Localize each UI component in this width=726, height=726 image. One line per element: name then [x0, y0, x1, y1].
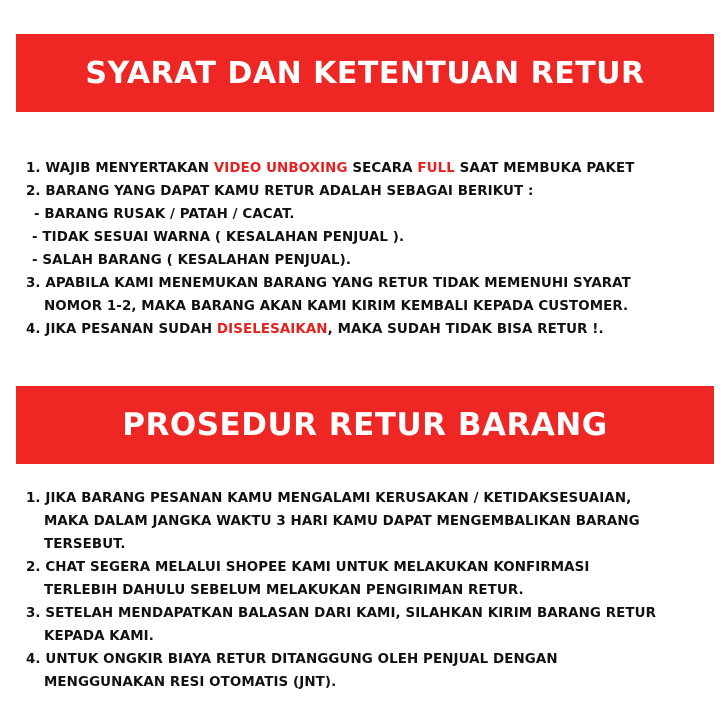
- procedure-item-2-line-2: TERLEBIH DAHULU SEBELUM MELAKUKAN PENGIRIMAN RETUR.: [44, 583, 524, 598]
- terms-subitem-1: - BARANG RUSAK / PATAH / CACAT.: [34, 207, 295, 222]
- diselesaikan-highlight: DISELESAIKAN: [216, 322, 328, 337]
- procedure-item-1-line-1: 1. JIKA BARANG PESANAN KAMU MENGALAMI KERUSAKAN / KETIDAKSESUAIAN,: [26, 491, 632, 506]
- section2-title: PROSEDUR RETUR BARANG: [122, 407, 608, 443]
- procedure-item-4-line-1: 4. UNTUK ONGKIR BIAYA RETUR DITANGGUNG OLEH PENJUAL DENGAN: [26, 652, 558, 667]
- terms-item-3-line-1: 3. APABILA KAMI MENEMUKAN BARANG YANG RETUR TIDAK MEMENUHI SYARAT: [26, 276, 631, 291]
- procedure-item-3-line-1: 3. SETELAH MENDAPATKAN BALASAN DARI KAMI, SILAHKAN KIRIM BARANG RETUR: [26, 606, 657, 621]
- return-procedure-list: [26, 487, 716, 694]
- video-unboxing-highlight: VIDEO UNBOXING: [213, 161, 348, 176]
- terms-item-4: 4. JIKA PESANAN SUDAH DISELESAIKAN, MAKA SUDAH TIDAK BISA RETUR !.: [26, 322, 604, 337]
- section2-title-banner: [16, 386, 714, 464]
- section1-title-banner: [16, 34, 714, 112]
- terms-item-3-line-2: NOMOR 1-2, MAKA BARANG AKAN KAMI KIRIM KEMBALI KEPADA CUSTOMER.: [44, 299, 629, 314]
- terms-item-1: 1. WAJIB MENYERTAKAN VIDEO UNBOXING SECARA FULL SAAT MEMBUKA PAKET: [26, 161, 635, 176]
- terms-subitem-2: - TIDAK SESUAI WARNA ( KESALAHAN PENJUAL ).: [32, 230, 405, 245]
- full-highlight: FULL: [417, 161, 455, 176]
- procedure-item-3-line-2: KEPADA KAMI.: [44, 629, 154, 644]
- procedure-item-1-line-2: MAKA DALAM JANGKA WAKTU 3 HARI KAMU DAPAT MENGEMBALIKAN BARANG: [44, 514, 640, 529]
- return-terms-list: [26, 157, 716, 341]
- procedure-item-2-line-1: 2. CHAT SEGERA MELALUI SHOPEE KAMI UNTUK MELAKUKAN KONFIRMASI: [26, 560, 590, 575]
- section1-title: SYARAT DAN KETENTUAN RETUR: [85, 55, 645, 91]
- procedure-item-1-line-3: TERSEBUT.: [44, 537, 126, 552]
- terms-item-2: 2. BARANG YANG DAPAT KAMU RETUR ADALAH SEBAGAI BERIKUT :: [26, 184, 534, 199]
- terms-subitem-3: - SALAH BARANG ( KESALAHAN PENJUAL).: [32, 253, 352, 268]
- procedure-item-4-line-2: MENGGUNAKAN RESI OTOMATIS (JNT).: [44, 675, 337, 690]
